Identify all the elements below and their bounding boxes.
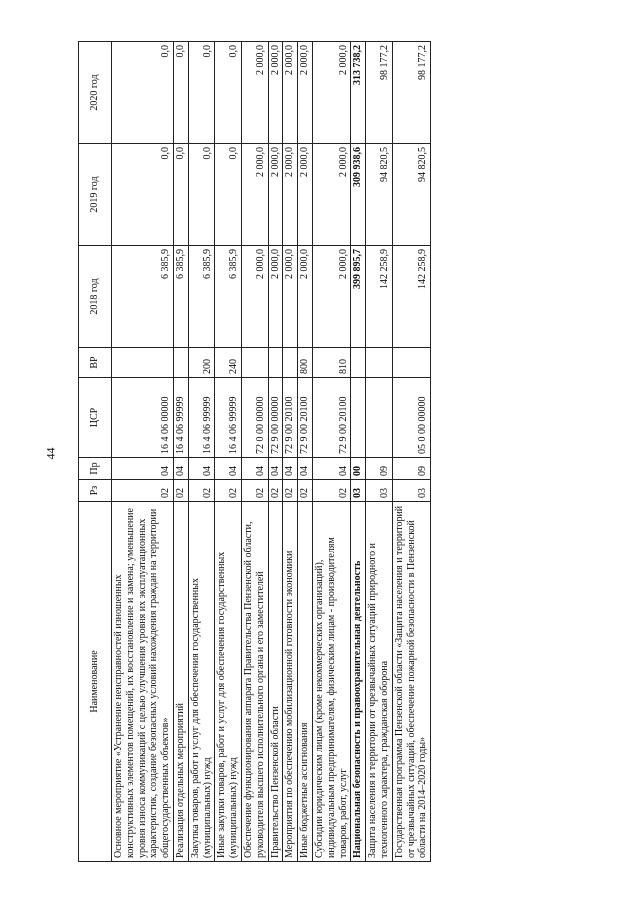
cell-csr: 72 9 00 20100 [283,378,298,458]
cell-2018: 2 000,0 [241,246,268,348]
cell-2018: 142 258,9 [366,246,393,348]
cell-2019: 309 938,6 [351,144,366,246]
cell-rz: 03 [366,480,393,502]
cell-pr: 04 [215,458,242,480]
cell-csr: 16 4 06 99999 [188,378,215,458]
cell-name: Субсидии юридическим лицам (кроме некоммерческих организаций), индивидуальным предпринимателям, физическим лицам - производителям товаров, работ, услуг [312,502,350,862]
cell-pr: 09 [392,458,430,480]
header-pr: Пр [79,458,112,480]
header-name: Наименование [79,502,112,862]
cell-rz: 03 [392,480,430,502]
cell-csr: 72 9 00 20100 [312,378,350,458]
table-body [112,42,431,862]
cell-name: Закупка товаров, работ и услуг для обеспечения государственных (муниципальных) нужд [188,502,215,862]
page-number: 44 [43,447,58,460]
cell-2020: 0,0 [112,42,174,144]
cell-pr: 04 [241,458,268,480]
cell-2018: 2 000,0 [283,246,298,348]
cell-rz: 03 [351,480,366,502]
cell-vr: 800 [298,348,313,378]
table-row [312,42,350,862]
cell-pr: 04 [112,458,174,480]
cell-2019: 2 000,0 [268,144,283,246]
header-csr: ЦСР [79,378,112,458]
cell-vr: 810 [312,348,350,378]
cell-2018: 2 000,0 [312,246,350,348]
cell-2019: 94 820,5 [392,144,430,246]
cell-2020: 98 177,2 [392,42,430,144]
cell-vr: 200 [188,348,215,378]
table-row [366,42,393,862]
cell-2020: 2 000,0 [298,42,313,144]
cell-vr [366,348,393,378]
table-row [392,42,430,862]
table-row [215,42,242,862]
cell-2020: 2 000,0 [283,42,298,144]
cell-pr: 04 [173,458,188,480]
cell-name: Национальная безопасность и правоохранительная деятельность [351,502,366,862]
cell-2020: 0,0 [188,42,215,144]
cell-csr: 72 9 00 20100 [298,378,313,458]
cell-csr: 16 4 06 99999 [173,378,188,458]
cell-2018: 2 000,0 [268,246,283,348]
header-vr: ВР [79,348,112,378]
cell-rz: 02 [312,480,350,502]
table-header-row [79,42,112,862]
cell-name: Государственная программа Пензенской области «Защита населения и территорий от чрезвычайных ситуаций, обеспечение пожарной безопасности в Пензенской области на 2014–2020 годы» [392,502,430,862]
cell-2018: 399 895,7 [351,246,366,348]
header-rz: Рз [79,480,112,502]
cell-2019: 2 000,0 [298,144,313,246]
table-row [241,42,268,862]
cell-2019: 2 000,0 [241,144,268,246]
cell-csr: 05 0 00 00000 [392,378,430,458]
cell-2018: 6 385,9 [112,246,174,348]
cell-name: Реализация отдельных мероприятий [173,502,188,862]
cell-csr: 16 4 06 99999 [215,378,242,458]
cell-pr: 04 [188,458,215,480]
cell-pr: 04 [283,458,298,480]
cell-2020: 2 000,0 [241,42,268,144]
cell-name: Мероприятия по обеспечению мобилизационной готовности экономики [283,502,298,862]
cell-vr [112,348,174,378]
cell-name: Защита населения и территории от чрезвычайных ситуаций природного и техногенного характера, гражданская оборона [366,502,393,862]
table-row [268,42,283,862]
cell-rz: 02 [268,480,283,502]
cell-vr: 240 [215,348,242,378]
table-row [351,42,366,862]
cell-2018: 6 385,9 [215,246,242,348]
table-row [112,42,174,862]
cell-2020: 2 000,0 [312,42,350,144]
cell-2018: 142 258,9 [392,246,430,348]
cell-rz: 02 [241,480,268,502]
cell-vr [283,348,298,378]
cell-2019: 2 000,0 [312,144,350,246]
cell-vr [268,348,283,378]
cell-2019: 94 820,5 [366,144,393,246]
cell-pr: 04 [298,458,313,480]
cell-vr [241,348,268,378]
cell-name: Основное мероприятие «Устранение неисправностей изношенных конструктивных элементов помещений, их восстановление и замена; уменьшение уровня износа коммуникаций с целью улучшения уровня их эксплуатационных характеристик, создание безопасных условий нахождения граждан на территории общегосударственных объектов» [112,502,174,862]
cell-vr [351,348,366,378]
cell-2019: 0,0 [188,144,215,246]
cell-rz: 02 [188,480,215,502]
table-row [298,42,313,862]
cell-2020: 313 738,2 [351,42,366,144]
cell-name: Иные бюджетные ассигнования [298,502,313,862]
header-2019: 2019 год [79,144,112,246]
table-row [283,42,298,862]
cell-2020: 98 177,2 [366,42,393,144]
cell-2020: 0,0 [215,42,242,144]
cell-name: Иные закупки товаров, работ и услуг для обеспечения государственных (муниципальных) нужд [215,502,242,862]
cell-2020: 0,0 [173,42,188,144]
cell-csr: 72 0 00 00000 [241,378,268,458]
cell-vr [173,348,188,378]
cell-pr: 00 [351,458,366,480]
rotated-table-container [78,42,554,862]
cell-2019: 0,0 [112,144,174,246]
cell-2018: 6 385,9 [188,246,215,348]
cell-rz: 02 [215,480,242,502]
cell-pr: 04 [312,458,350,480]
cell-2020: 2 000,0 [268,42,283,144]
budget-table [78,41,431,862]
cell-rz: 02 [298,480,313,502]
cell-vr [392,348,430,378]
table-row [188,42,215,862]
cell-pr: 09 [366,458,393,480]
cell-name: Правительство Пензенской области [268,502,283,862]
cell-csr [366,378,393,458]
cell-2019: 2 000,0 [283,144,298,246]
cell-csr: 72 9 00 00000 [268,378,283,458]
cell-rz: 02 [112,480,174,502]
cell-2019: 0,0 [215,144,242,246]
cell-csr: 16 4 06 00000 [112,378,174,458]
table-row [173,42,188,862]
cell-rz: 02 [173,480,188,502]
cell-csr [351,378,366,458]
cell-2018: 6 385,9 [173,246,188,348]
header-2020: 2020 год [79,42,112,144]
cell-rz: 02 [283,480,298,502]
cell-2019: 0,0 [173,144,188,246]
cell-pr: 04 [268,458,283,480]
cell-2018: 2 000,0 [298,246,313,348]
header-2018: 2018 год [79,246,112,348]
cell-name: Обеспечение функционирования аппарата Правительства Пензенской области, руководителя высшего исполнительного органа и его заместителей [241,502,268,862]
